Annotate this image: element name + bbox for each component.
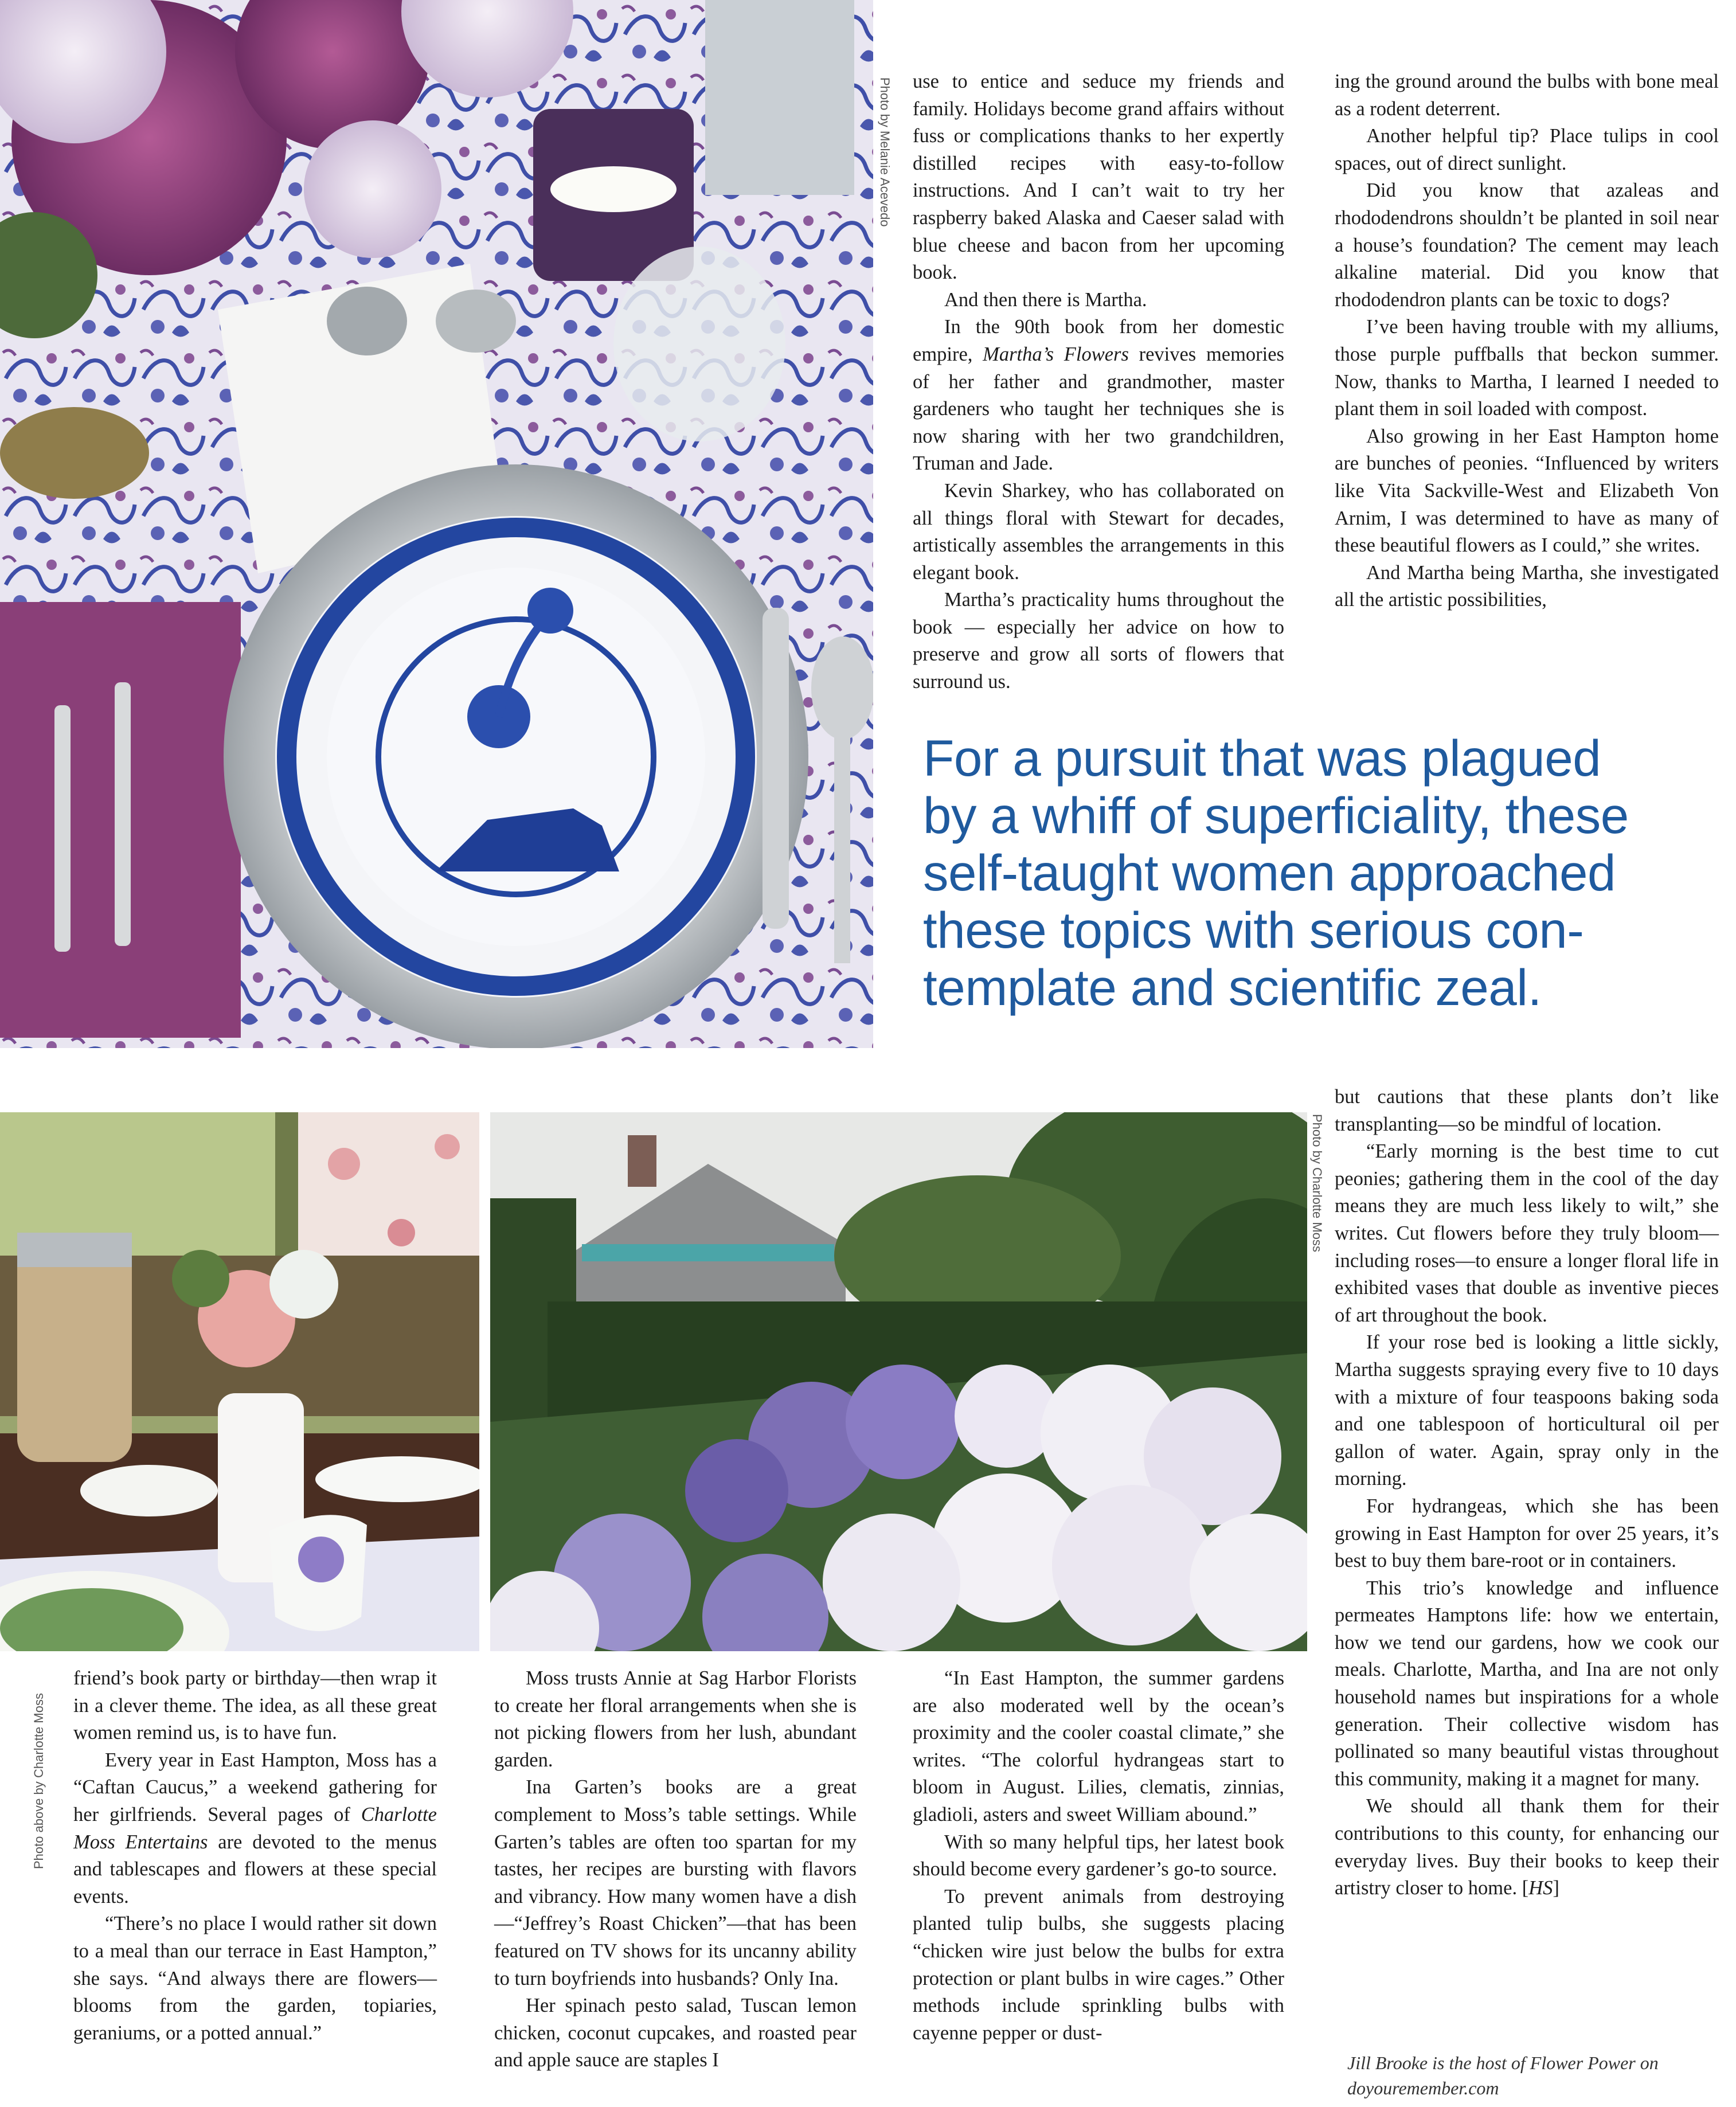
pull-quote-line: For a pursuit that was plagued [923, 729, 1601, 787]
byline-line: Jill Brooke is the host of Flower Power on [1347, 2053, 1659, 2073]
table-setting-photo [0, 0, 873, 1048]
photo-credit-top: Photo by Melanie Acevedo [878, 77, 892, 227]
paragraph: Kevin Sharkey, who has collaborated on all things floral with Stewart for decades, artistically assembles the arrangements in this elegant book. [913, 479, 1284, 584]
paragraph: Martha’s practicality hums throughout the book — especially her advice on how to preserve and grow all sorts of flowers that surround us. [913, 589, 1284, 693]
paragraph: friend’s book party or birthday—then wrap it in a clever theme. The idea, as all these great women remind us, is to have fun. [73, 1667, 437, 1744]
paragraph: Moss trusts Annie at Sag Harbor Florists to create her floral arrangements when she is not picking flowers from her lush, abundant garden. [494, 1667, 857, 1771]
paragraph: In the 90th book from her domestic empire, Martha’s Flowers revives memories of her father and grandmother, master gardeners who taught her techniques she is now sharing with her two grandchildren, Truman and Jade. [913, 316, 1284, 475]
pull-quote-line: self-taught women approached [923, 844, 1616, 901]
photo-credit-garden: Photo by Charlotte Moss [1310, 1114, 1324, 1252]
paragraph: If your rose bed is looking a little sickly, Martha suggests spraying every five to 10 days with a mixture of four teaspoons baking soda and one tablespoon of horticultural oil per gallon of water. Again, spray only in the morning. [1335, 1331, 1719, 1490]
text-column-bottom-2 [494, 1665, 857, 2074]
paragraph: Every year in East Hampton, Moss has a “Caftan Caucus,” a weekend gathering for her girlfriends. Several pages of Charlotte Moss Entertains are devoted to the menus and tablescapes and flowers at these special events. [73, 1749, 437, 1907]
text-column-top-2 [1335, 68, 1719, 614]
paragraph: ing the ground around the bulbs with bone meal as a rodent deterrent. [1335, 71, 1719, 120]
paragraph: We should all thank them for their contributions to this county, for enhancing our everyday lives. Buy their books to keep their artistry closer to home. [HS] [1335, 1795, 1719, 1899]
paragraph: Also growing in her East Hampton home are bunches of peonies. “Influenced by writers like Vita Sackville-West and Elizabeth Von Arnim, I was determined to have as many of these beautiful flowers as I could,” she writes. [1335, 425, 1719, 557]
paragraph: I’ve been having trouble with my alliums, those purple puffballs that beckon summer. Now, thanks to Martha, I learned I needed to plant them in soil loaded with compost. [1335, 316, 1719, 420]
paragraph: Did you know that azaleas and rhododendrons shouldn’t be planted in soil near a house’s foundation? The cement may leach alkaline material. Did you know that rhododendron plants can be toxic to dogs? [1335, 179, 1719, 311]
paragraph: With so many helpful tips, her latest book should become every gardener’s go-to source. [913, 1831, 1284, 1881]
book-title: Charlotte Moss Entertains [73, 1803, 437, 1853]
photo-credit-table: Photo above by Charlotte Moss [32, 1693, 46, 1869]
paragraph: Another helpful tip? Place tulips in cool spaces, out of direct sunlight. [1335, 125, 1719, 174]
text-column-top-1 [913, 68, 1284, 696]
author-byline [1347, 2050, 1720, 2101]
paragraph: Ina Garten’s books are a great complement to Moss’s table settings. While Garten’s tables are often too spartan for my tastes, her recipes are bursting with flavors and vibrancy. How many women have a dish—“Jeffrey’s Roast Chicken”—that has been featured on TV shows for its uncanny ability to turn boyfriends into husbands? Only Ina. [494, 1776, 857, 1989]
text-column-right [1335, 1084, 1719, 1902]
paragraph: Her spinach pesto salad, Tuscan lemon chicken, coconut cupcakes, and roasted pear and apple sauce are staples I [494, 1995, 857, 2071]
text-column-bottom-3 [913, 1665, 1284, 2047]
paragraph: And Martha being Martha, she investigated all the artistic possibilities, [1335, 561, 1719, 611]
paragraph: This trio’s knowledge and influence permeates Hamptons life: how we entertain, how we tend our gardens, how we cook our meals. Charlotte, Martha, and Ina are not only household names but inspirations for a whole generation. Their collective wisdom has pollinated so many beautiful vistas throughout this community, making it a magnet for many. [1335, 1577, 1719, 1790]
paragraph: use to entice and seduce my friends and family. Holidays become grand affairs without fuss or complications thanks to her expertly distilled recipes with easy-to-follow instructions. And I can’t wait to try her raspberry baked Alaska and Caeser salad with blue cheese and bacon from her upcoming book. [913, 71, 1284, 284]
tea-table-photo [0, 1112, 479, 1651]
pull-quote-line: these topics with serious con- [923, 901, 1584, 959]
book-title: Martha’s Flowers [983, 343, 1129, 365]
text-column-bottom-1 [73, 1665, 437, 2047]
pull-quote [923, 729, 1726, 1016]
paragraph: And then there is Martha. [944, 288, 1147, 311]
byline-line: doyouremember.com [1347, 2078, 1499, 2098]
paragraph: but cautions that these plants don’t like transplanting—so be mindful of location. [1335, 1086, 1719, 1135]
paragraph: For hydrangeas, which she has been growing in East Hampton for over 25 years, it’s best to buy them bare-root or in containers. [1335, 1495, 1719, 1572]
paragraph: To prevent animals from destroying planted tulip bulbs, she suggests placing “chicken wire just below the bulbs for extra protection or plant bulbs in wire cages.” Other methods include sprinkling bulbs with cayenne pepper or dust- [913, 1885, 1284, 2044]
paragraph: “There’s no place I would rather sit down to a meal than our terrace in East Hampton,” she says. “And always there are flowers—blooms from the garden, topiaries, geraniums, or a potted annual.” [73, 1913, 437, 2044]
paragraph: “Early morning is the best time to cut peonies; gathering them in the cool of the day means they are much less likely to wilt,” she writes. Cut flowers before they truly bloom—including roses—to ensure a longer floral life in exhibited vases that double as inventive pieces of art throughout the book. [1335, 1140, 1719, 1326]
garden-photo [490, 1112, 1307, 1651]
signoff-tag: HS [1528, 1877, 1553, 1899]
pull-quote-line: by a whiff of superficiality, these [923, 787, 1629, 844]
paragraph: “In East Hampton, the summer gardens are also moderated well by the ocean’s proximity and the cooler coastal climate,” she writes. “The colorful hydrangeas start to bloom in August. Lilies, clematis, zinnias, gladioli, asters and sweet William abound.” [913, 1667, 1284, 1825]
pull-quote-line: template and scientific zeal. [923, 959, 1542, 1016]
